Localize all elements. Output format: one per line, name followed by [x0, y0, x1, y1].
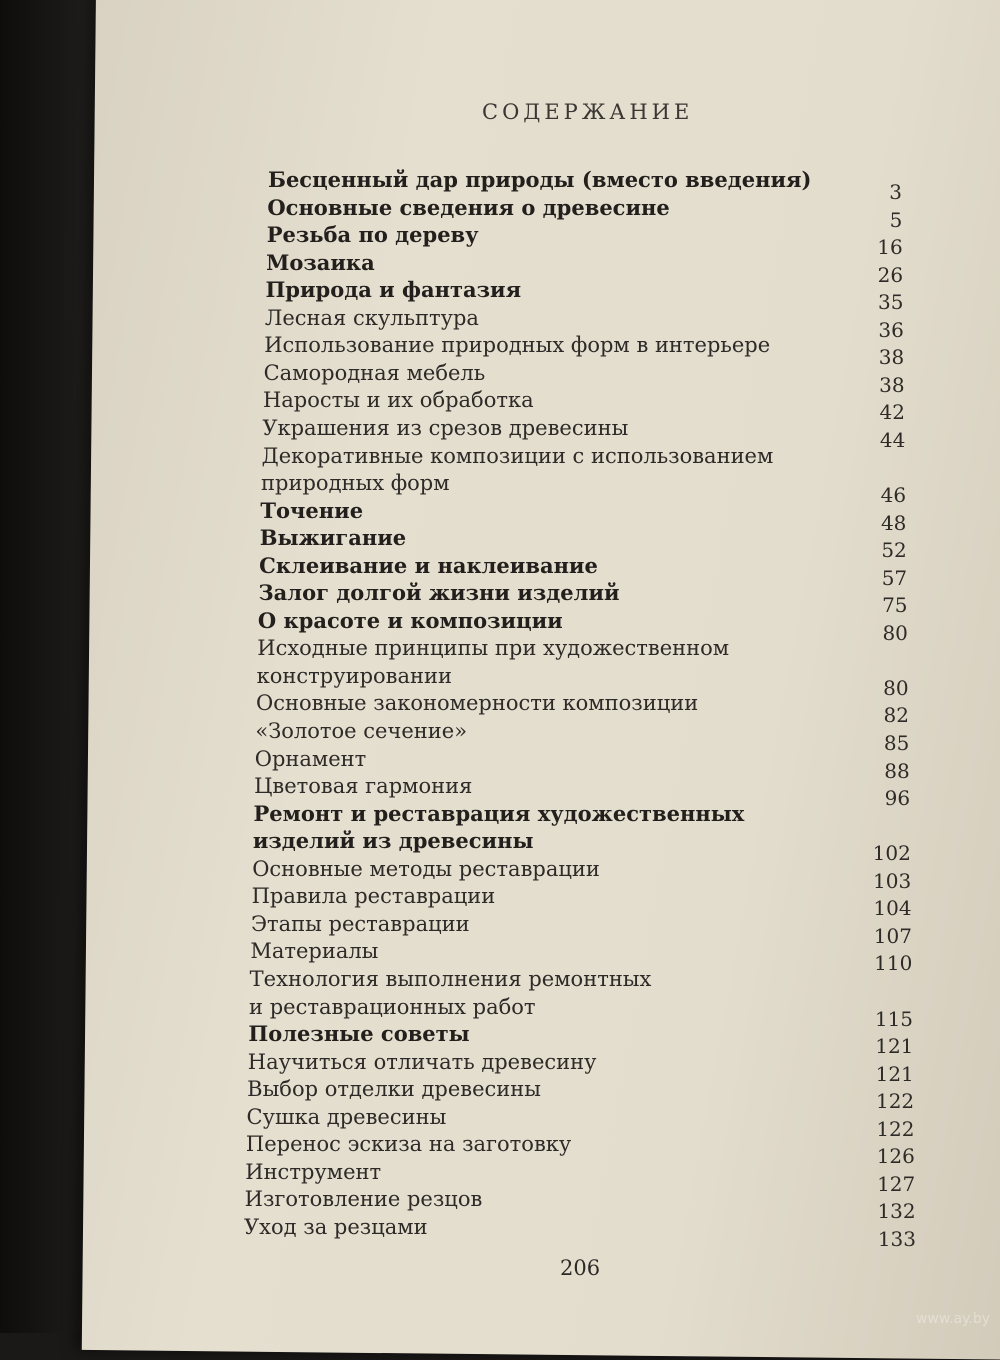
- toc-page-number: 107: [873, 923, 912, 948]
- toc-page-number: 48: [880, 510, 907, 535]
- toc-entry: Перенос эскиза на заготовку: [245, 1132, 572, 1157]
- toc-page-number: 127: [877, 1171, 916, 1196]
- toc-entry: Залог долгой жизни изделий: [258, 580, 620, 606]
- toc-entry: Использование природных форм в интерьере: [264, 333, 771, 358]
- toc-page-number: 44: [879, 427, 906, 452]
- toc-entry: Самородная мебель: [263, 360, 486, 385]
- toc-entry: Украшения из срезов древесины: [262, 415, 629, 440]
- toc-page-number: 102: [872, 841, 911, 866]
- toc-entry: Полезные советы: [248, 1021, 470, 1047]
- toc-page-number: 122: [875, 1089, 915, 1114]
- toc-entry: Лесная скульптура: [264, 305, 479, 330]
- toc-page-number: 36: [878, 317, 904, 342]
- toc-page-number: 103: [873, 868, 912, 893]
- toc-entry: Цветовая гармония: [254, 774, 473, 799]
- toc-page-number: 57: [881, 565, 908, 590]
- toc-page-number: 26: [877, 262, 904, 287]
- toc-page-number: 80: [882, 620, 908, 645]
- toc-entry: Основные методы реставрации: [252, 856, 600, 881]
- toc-page-number: 38: [878, 345, 905, 370]
- toc-entry: Бесценный дар природы (вместо введения): [268, 167, 812, 192]
- toc-entry: Изготовление резцов: [244, 1187, 483, 1212]
- toc-entry: Основные сведения о древесине: [267, 194, 670, 220]
- page-number: 206: [560, 1256, 601, 1280]
- toc-entry: Материалы: [250, 939, 379, 964]
- toc-entry: изделий из древесины: [252, 828, 534, 854]
- toc-page-number: 80: [883, 675, 909, 700]
- toc-page-number: 35: [878, 290, 904, 315]
- toc-page-number: 133: [877, 1226, 916, 1251]
- toc-page-number: 3: [889, 180, 902, 204]
- toc-entry: Основные закономерности композиции: [256, 691, 699, 716]
- toc-entry: О красоте и композиции: [257, 607, 563, 633]
- toc-entry: Сушка древесины: [246, 1104, 447, 1129]
- toc-entry: Резьба по дереву: [266, 222, 479, 248]
- toc-entry: Склеивание и наклеивание: [259, 552, 598, 578]
- toc-entry: конструировании: [256, 663, 452, 688]
- toc-page-number: 96: [884, 786, 911, 811]
- toc-page-number: 42: [879, 400, 905, 425]
- toc-page-number: 115: [874, 1006, 914, 1031]
- toc-entry: природных форм: [261, 471, 450, 496]
- toc-entry: «Золотое сечение»: [255, 719, 468, 743]
- toc-page-number: 88: [884, 758, 910, 783]
- toc-page-number: 110: [874, 951, 913, 976]
- toc-entry: Выжигание: [259, 525, 407, 551]
- toc-page-number: 82: [883, 703, 909, 728]
- toc-entry: Технология выполнения ремонтных: [249, 966, 652, 991]
- toc-page-number: 104: [873, 896, 912, 921]
- toc-entry: Правила реставрации: [251, 884, 496, 909]
- toc-page-number: 121: [875, 1061, 914, 1086]
- toc-entry: Наросты и их обработка: [262, 388, 534, 413]
- toc-page-number: 126: [876, 1144, 915, 1169]
- toc-page-number: 16: [877, 235, 903, 260]
- toc-page-number: 5: [889, 207, 903, 232]
- toc-entry: Мозаика: [266, 249, 375, 275]
- toc-page-number: 121: [875, 1034, 914, 1059]
- toc-page-number: 132: [877, 1199, 916, 1224]
- toc-entry: Природа и фантазия: [265, 277, 522, 303]
- toc-entry: Инструмент: [245, 1159, 382, 1184]
- toc-page-number: 75: [882, 593, 908, 618]
- page-title: СОДЕРЖАНИЕ: [482, 100, 694, 124]
- toc-entry: и реставрационных работ: [249, 994, 536, 1019]
- toc-entry: Декоративные композиции с использованием: [261, 443, 774, 468]
- toc-page-number: 38: [879, 372, 905, 397]
- toc-entry: Научиться отличать древесину: [247, 1049, 597, 1074]
- toc-entry: Точение: [260, 497, 364, 523]
- toc-page-number: 122: [876, 1116, 915, 1141]
- toc-page-number: 52: [881, 538, 907, 563]
- toc-page-number: 46: [880, 483, 907, 508]
- toc-page-number: 85: [883, 731, 910, 755]
- toc-entry: Орнамент: [254, 746, 367, 771]
- toc-entry: Выбор отделки древесины: [247, 1077, 541, 1102]
- toc-entry: Ремонт и реставрация художественных: [253, 800, 745, 826]
- toc-entry: Исходные принципы при художественном: [257, 636, 730, 661]
- toc-entry: Этапы реставрации: [250, 911, 470, 936]
- watermark: www.ay.by: [915, 1311, 990, 1327]
- toc-entry: Уход за резцами: [244, 1214, 428, 1239]
